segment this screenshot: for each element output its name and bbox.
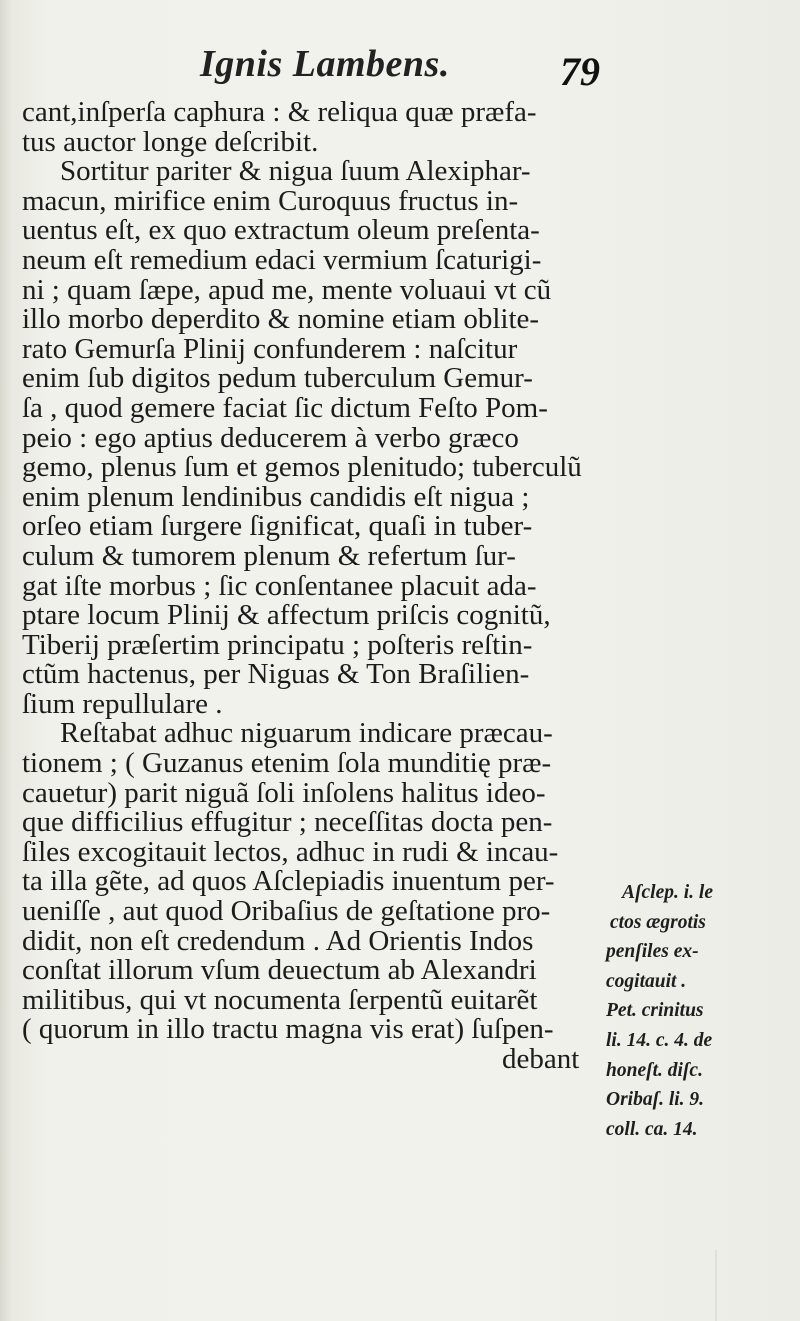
text-line: ( quorum in illo tractu magna vis erat) ſuſpen- <box>22 1013 554 1046</box>
text-line: macun, mirifice enim Curoquus fructus in- <box>22 184 519 217</box>
text-line: ptare locum Plinij & affectum priſcis cognitũ, <box>22 599 551 632</box>
page-header <box>0 40 800 100</box>
text-line: gemo, plenus ſum et gemos plenitudo; tuberculũ <box>22 451 582 484</box>
text-line: ſa , quod gemere faciat ſic dictum Feſto Pom- <box>22 391 548 424</box>
text-line: Reſtabat adhuc niguarum indicare præcau- <box>60 717 553 750</box>
text-line: militibus, qui vt nocumenta ſerpentũ euitarẽt <box>22 983 538 1016</box>
text-line: uentus eſt, ex quo extractum oleum preſenta- <box>22 214 540 247</box>
text-line: orſeo etiam ſurgere ſignificat, quaſi in tuber- <box>22 510 533 543</box>
text-line: ta illa gẽte, ad quos Aſclepiadis inuentum per- <box>22 865 555 898</box>
marginal-note-line: li. 14. c. 4. de <box>606 1029 713 1051</box>
text-line: ſiles excogitauit lectos, adhuc in rudi & incau- <box>22 835 559 868</box>
marginal-note-line: Aſclep. i. le <box>622 882 713 903</box>
main-text <box>22 98 597 1075</box>
running-title: Ignis Lambens. <box>200 43 450 85</box>
text-line: enim ſub digitos pedum tuberculum Gemur- <box>22 362 533 395</box>
text-line: culum & tumorem plenum & refertum ſur- <box>22 539 516 572</box>
text-line: didit, non eſt credendum . Ad Orientis Indos <box>22 924 534 957</box>
text-line: ſium repullulare . <box>22 687 223 720</box>
marginal-note-line: coll. ca. 14. <box>606 1118 698 1140</box>
marginal-note-line: ctos ægrotis <box>610 911 706 933</box>
text-line: conſtat illorum vſum deuectum ab Alexandri <box>22 954 537 987</box>
marginal-note-line: Oribaſ. li. 9. <box>606 1089 705 1111</box>
text-line: cauetur) parit niguã ſoli inſolens halitus ideo- <box>22 776 546 809</box>
text-line: ctũm hactenus, per Niguas & Ton Braſilien- <box>22 658 530 691</box>
marginal-note <box>604 878 798 1144</box>
text-line: ni ; quam ſæpe, apud me, mente voluaui vt cũ <box>22 273 552 306</box>
text-line-catchword: debant <box>502 1043 580 1075</box>
text-line: tus auctor longe deſcribit. <box>22 125 319 158</box>
marginal-note-line: Pet. crinitus <box>606 1000 704 1022</box>
text-line: ueniſſe , aut quod Oribaſius de geſtatione pro- <box>22 895 551 928</box>
marginal-note-line: cogitauit . <box>606 970 687 992</box>
paper-crease <box>715 1250 717 1321</box>
text-line: rato Gemurſa Plinij confunderem : naſcitur <box>22 332 518 365</box>
text-line: tionem ; ( Guzanus etenim ſola munditię præ- <box>22 747 552 780</box>
text-line: Tiberij præſertim principatu ; poſteris reſtin- <box>22 628 533 661</box>
text-line: gat iſte morbus ; ſic conſentanee placuit ada- <box>22 569 537 602</box>
page-gutter <box>0 0 14 1321</box>
marginal-note-line: penſiles ex- <box>606 941 699 963</box>
text-line: cant,inſperſa caphura : & reliqua quæ præfa- <box>22 96 537 128</box>
text-line: peio : ego aptius deducerem à verbo græco <box>22 421 519 454</box>
page-number: 79 <box>560 49 600 94</box>
marginal-note-line: honeſt. diſc. <box>606 1059 703 1081</box>
text-line: que difficilius effugitur ; neceſſitas docta pen- <box>22 806 553 839</box>
text-line: neum eſt remedium edaci vermium ſcaturigi- <box>22 243 542 276</box>
text-line: Sortitur pariter & nigua ſuum Alexiphar- <box>60 155 531 188</box>
text-line: illo morbo deperdito & nomine etiam oblite- <box>22 303 540 336</box>
text-line: enim plenum lendinibus candidis eſt nigua ; <box>22 480 530 513</box>
